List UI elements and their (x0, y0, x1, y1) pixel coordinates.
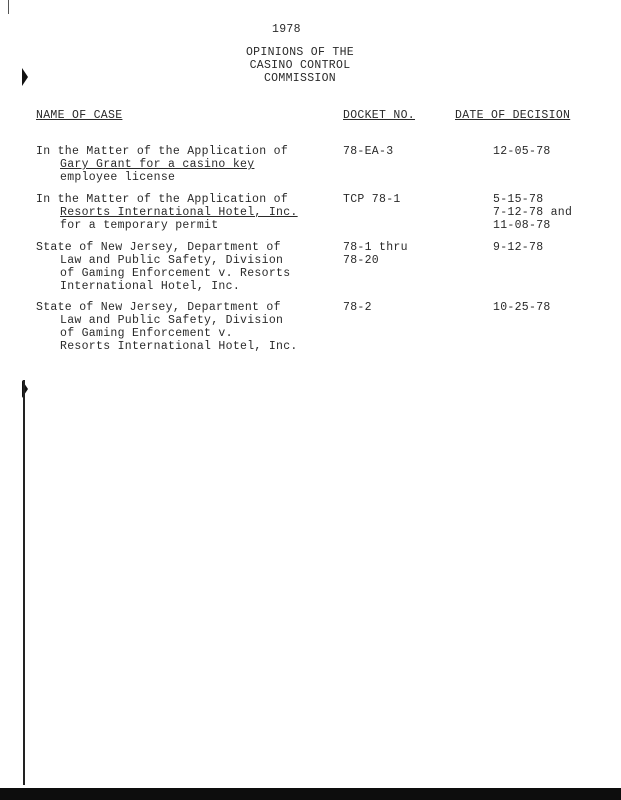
column-header-name: NAME OF CASE (36, 109, 123, 122)
case-4-name-line-4: Resorts International Hotel, Inc. (60, 340, 298, 353)
document-title-line-1: OPINIONS OF THE (245, 46, 355, 59)
case-4-name-line-3: of Gaming Enforcement v. (60, 327, 233, 340)
case-2-date-line-3: 11-08-78 (493, 219, 551, 232)
case-3-date: 9-12-78 (493, 241, 544, 254)
scan-edge-mark (8, 0, 9, 14)
case-2-docket: TCP 78-1 (343, 193, 401, 206)
case-2-name-line-2: Resorts International Hotel, Inc. (60, 206, 298, 219)
case-3-name-line-1: State of New Jersey, Department of (36, 241, 281, 254)
case-3-name-line-2: Law and Public Safety, Division (60, 254, 284, 267)
column-header-date: DATE OF DECISION (455, 109, 571, 122)
case-4-date: 10-25-78 (493, 301, 551, 314)
case-2-name-line-3: for a temporary permit (60, 219, 219, 232)
scan-bottom-edge (0, 788, 621, 800)
case-1-name-line-1: In the Matter of the Application of (36, 145, 289, 158)
case-2-date-line-1: 5-15-78 (493, 193, 544, 206)
case-3-docket-line-1: 78-1 thru (343, 241, 408, 254)
case-1-date: 12-05-78 (493, 145, 551, 158)
document-year: 1978 (272, 23, 301, 36)
case-1-docket: 78-EA-3 (343, 145, 394, 158)
scan-edge-rule (23, 380, 25, 785)
case-2-date-line-2: 7-12-78 and (493, 206, 573, 219)
case-2-name-line-1: In the Matter of the Application of (36, 193, 289, 206)
case-3-name-line-4: International Hotel, Inc. (60, 280, 241, 293)
binder-hole-mark (22, 68, 28, 86)
column-header-docket: DOCKET NO. (343, 109, 416, 122)
case-3-name-line-3: of Gaming Enforcement v. Resorts (60, 267, 291, 280)
case-4-name-line-2: Law and Public Safety, Division (60, 314, 284, 327)
document-title-line-2: CASINO CONTROL (249, 59, 351, 72)
case-1-name-line-2: Gary Grant for a casino key (60, 158, 255, 171)
case-3-docket-line-2: 78-20 (343, 254, 380, 267)
case-1-name-line-3: employee license (60, 171, 176, 184)
case-4-name-line-1: State of New Jersey, Department of (36, 301, 281, 314)
case-4-docket: 78-2 (343, 301, 372, 314)
document-title-line-3: COMMISSION (263, 72, 336, 85)
